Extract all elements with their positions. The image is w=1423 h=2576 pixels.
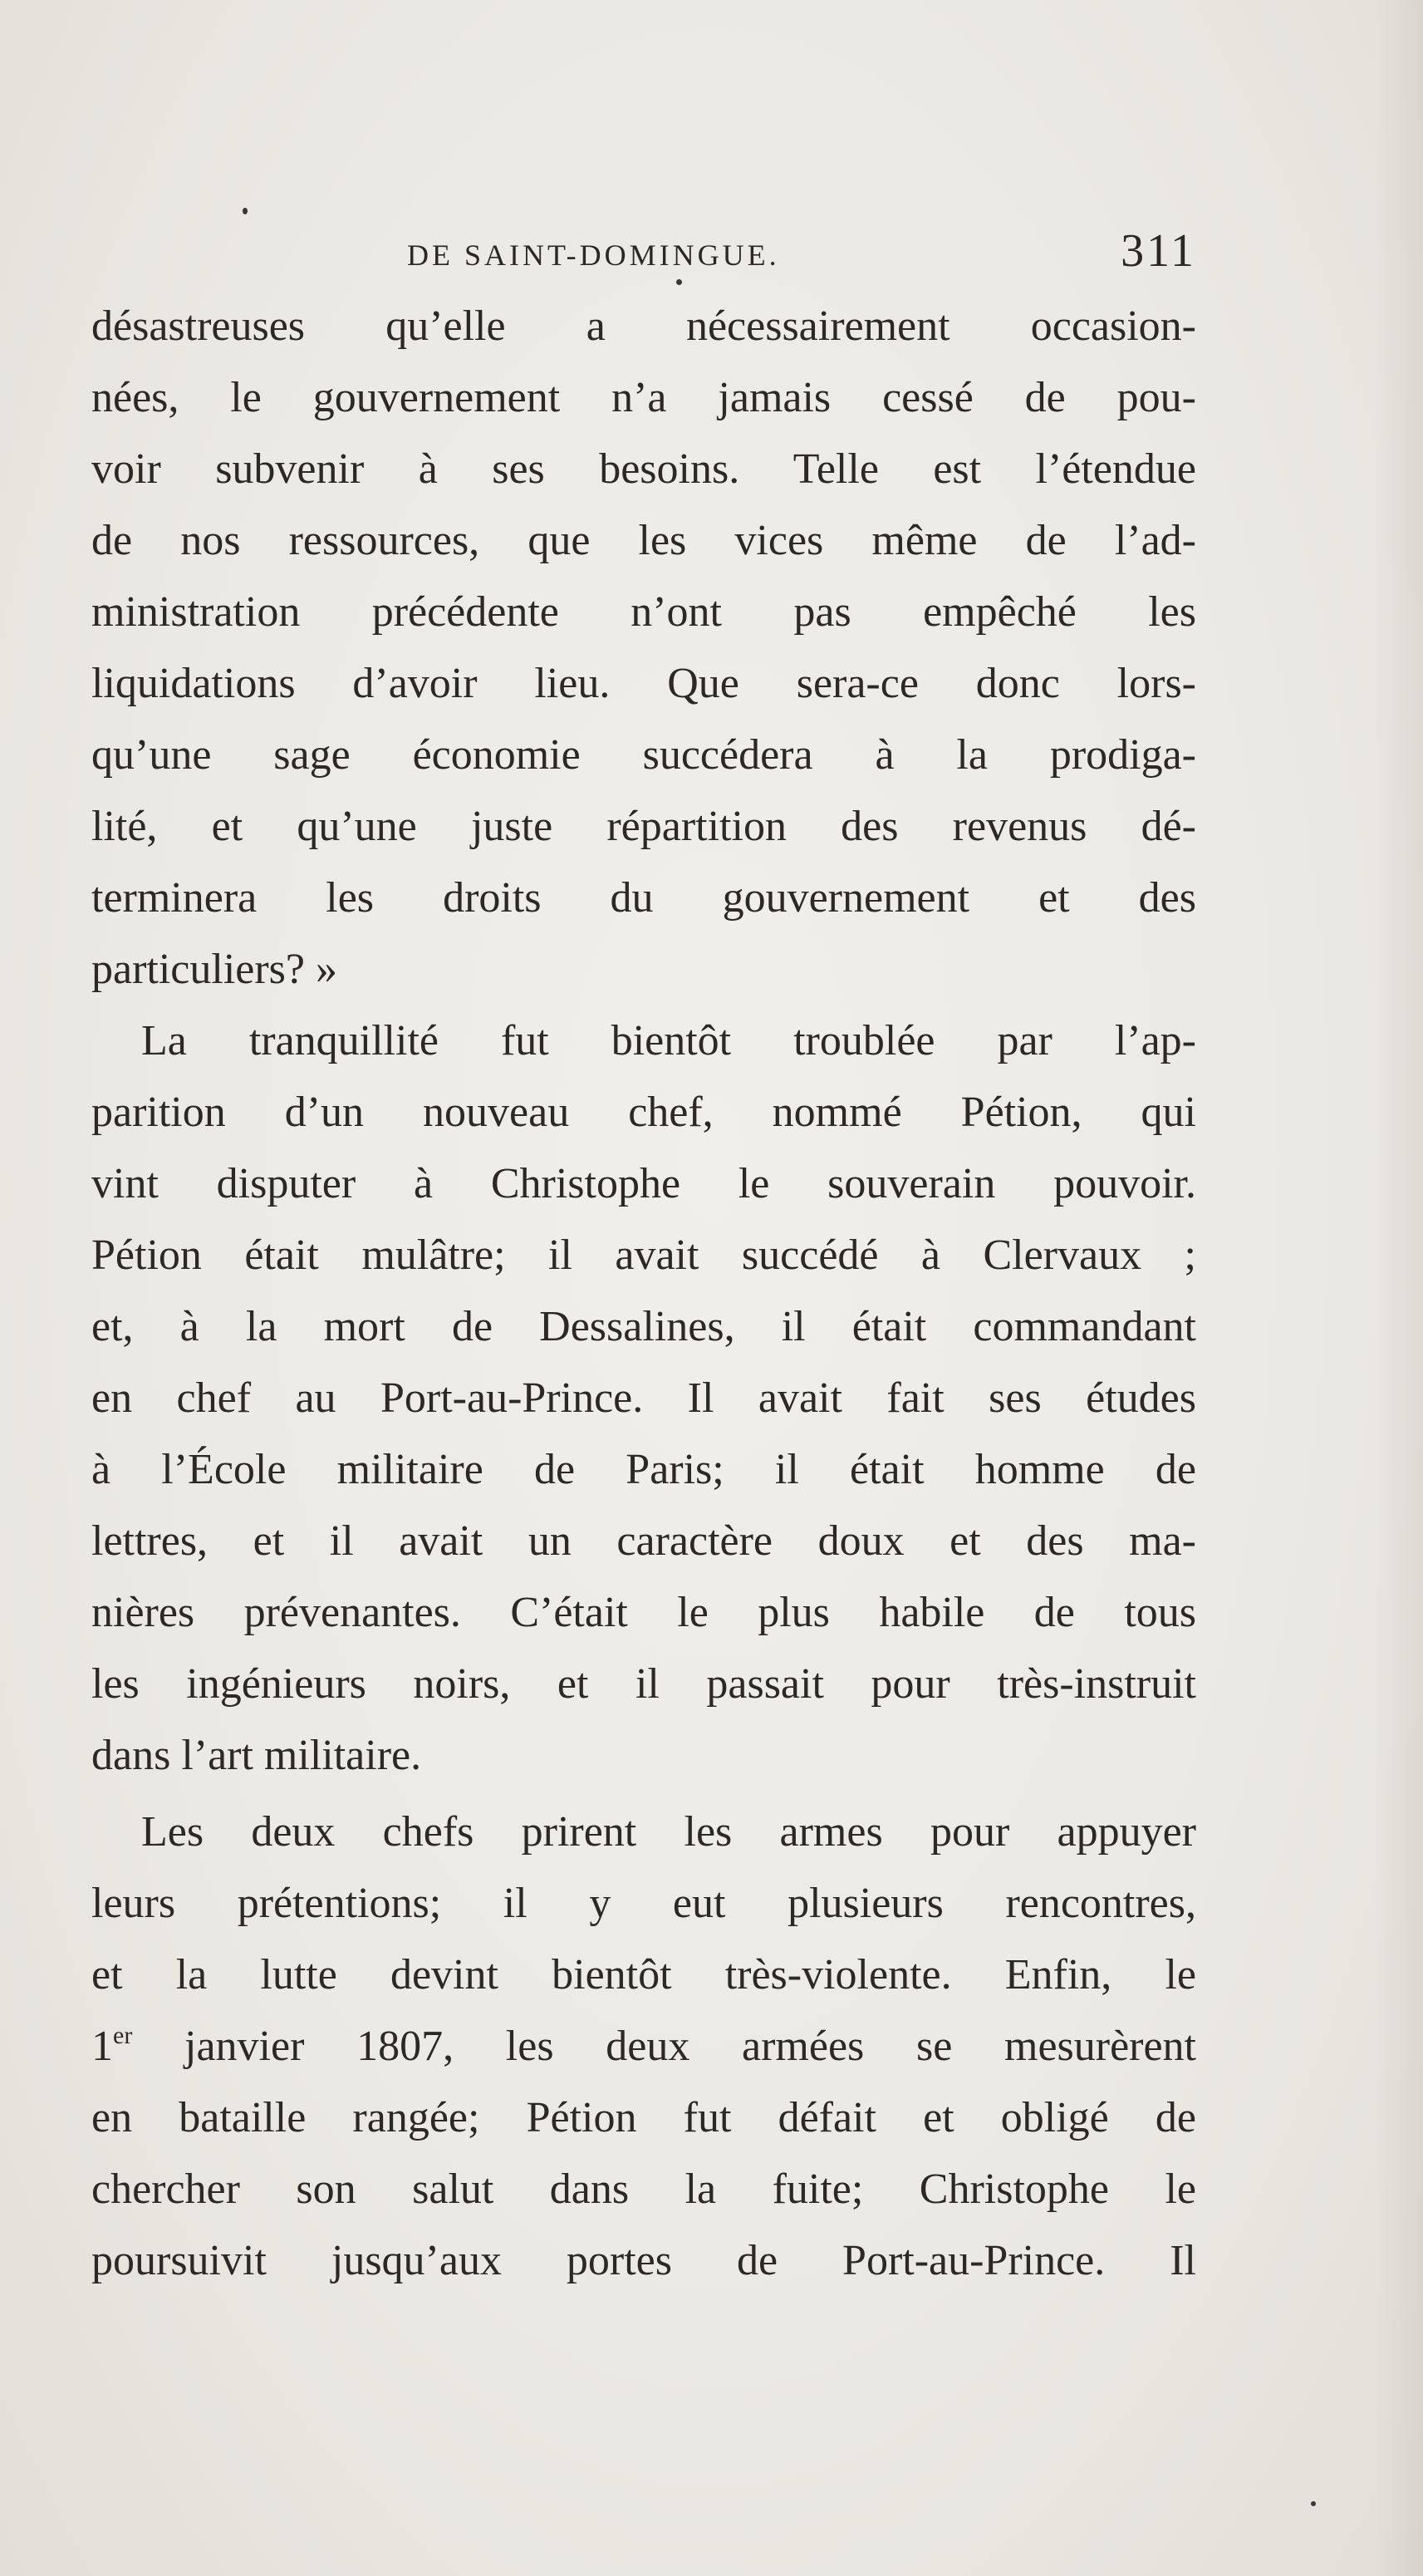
- text-line: désastreuses qu’elle a nécessairement occasion-: [91, 302, 1196, 350]
- text-line: et la lutte devint bientôt très-violente. Enfin, le: [91, 1951, 1196, 1998]
- text-line: nées, le gouvernement n’a jamais cessé de pou-: [91, 374, 1196, 421]
- text-line: les ingénieurs noirs, et il passait pour très-instruit: [91, 1660, 1196, 1708]
- text-line: nières prévenantes. C’était le plus habile de tous: [91, 1589, 1196, 1636]
- text-line: lité, et qu’une juste répartition des revenus dé-: [91, 803, 1196, 850]
- page-number: 311: [1121, 225, 1196, 277]
- text-line: Les deux chefs prirent les armes pour appuyer: [141, 1808, 1196, 1856]
- text-line: à l’École militaire de Paris; il était homme de: [91, 1446, 1196, 1493]
- date-line-rest: janvier 1807, les deux armées se mesurèrent: [184, 2023, 1196, 2070]
- ink-speck: [1311, 2501, 1316, 2506]
- text-line: lettres, et il avait un caractère doux et des ma-: [91, 1517, 1196, 1565]
- text-line: particuliers? »: [91, 946, 337, 993]
- ordinal-superscript: er: [113, 2022, 133, 2049]
- text-line: en bataille rangée; Pétion fut défait et obligé de: [91, 2094, 1196, 2141]
- text-line: de nos ressources, que les vices même de l’ad-: [91, 517, 1196, 564]
- body-text: [91, 291, 1196, 2297]
- text-line: en chef au Port-au-Prince. Il avait fait ses études: [91, 1374, 1196, 1422]
- ink-speck: [243, 208, 248, 214]
- text-line: voir subvenir à ses besoins. Telle est l’étendue: [91, 445, 1196, 493]
- text-line: ministration précédente n’ont pas empêché les: [91, 588, 1196, 636]
- date-day: 1: [91, 2023, 113, 2070]
- text-line: et, à la mort de Dessalines, il était commandant: [91, 1303, 1196, 1350]
- text-line: vint disputer à Christophe le souverain pouvoir.: [91, 1160, 1196, 1207]
- running-title: DE SAINT-DOMINGUE.: [407, 238, 780, 272]
- text-line: La tranquillité fut bientôt troublée par l’ap-: [141, 1017, 1196, 1064]
- ink-speck: [676, 279, 682, 285]
- text-line: chercher son salut dans la fuite; Christophe le: [91, 2166, 1196, 2213]
- text-line: Pétion était mulâtre; il avait succédé à Clervaux ;: [91, 1231, 1196, 1279]
- text-line: liquidations d’avoir lieu. Que sera-ce donc lors-: [91, 660, 1196, 707]
- text-line: dans l’art militaire.: [91, 1732, 422, 1779]
- text-line: qu’une sage économie succédera à la prodiga-: [91, 731, 1196, 779]
- page-header: [91, 223, 1196, 281]
- text-line: [91, 2011, 1196, 2082]
- text-line: leurs prétentions; il y eut plusieurs rencontres,: [91, 1880, 1196, 1927]
- text-line: terminera les droits du gouvernement et des: [91, 874, 1196, 922]
- text-line: parition d’un nouveau chef, nommé Pétion, qui: [91, 1089, 1196, 1136]
- text-line: poursuivit jusqu’aux portes de Port-au-Prince. Il: [91, 2237, 1196, 2284]
